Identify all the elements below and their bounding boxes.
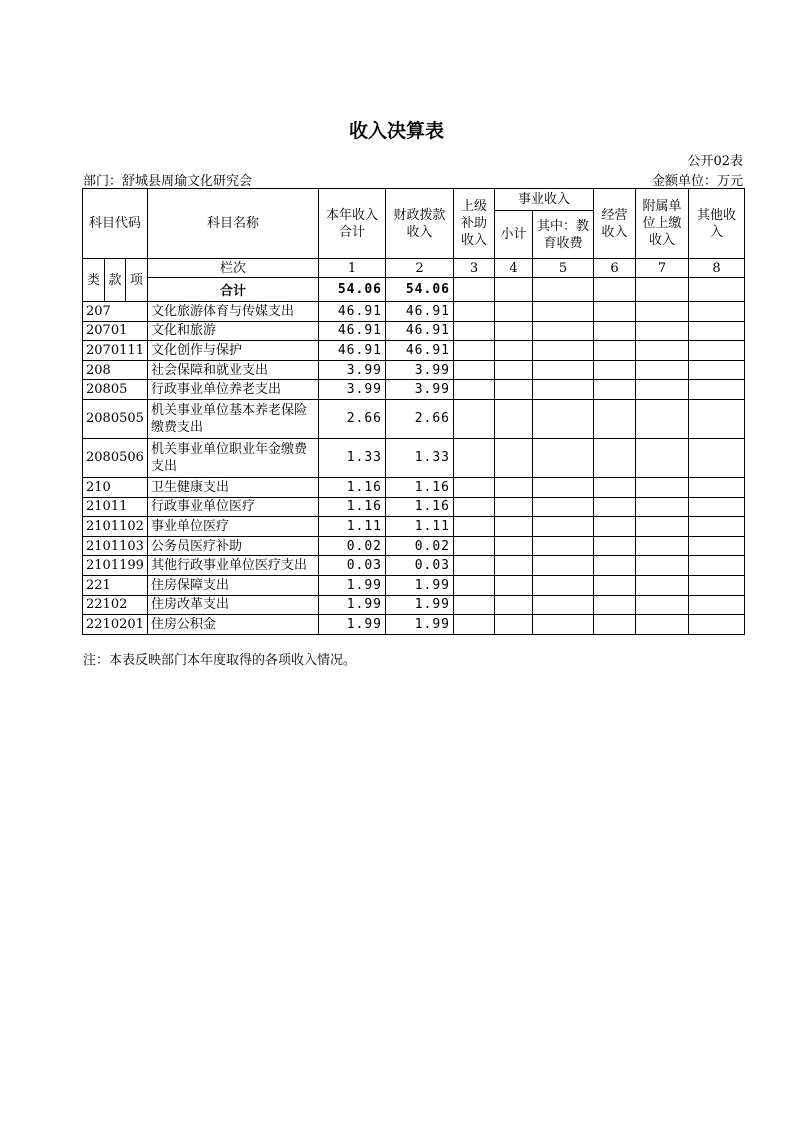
empty-cell xyxy=(533,380,594,400)
empty-cell xyxy=(689,278,745,302)
row-fiscal: 1.99 xyxy=(386,575,454,595)
total-label: 合计 xyxy=(148,278,319,302)
empty-cell xyxy=(594,536,636,556)
header-name: 科目名称 xyxy=(148,189,319,259)
empty-cell xyxy=(594,556,636,576)
row-fiscal: 1.16 xyxy=(386,497,454,517)
header-xiang: 项 xyxy=(126,259,148,302)
empty-cell xyxy=(636,360,689,380)
row-code: 2070111 xyxy=(83,341,148,361)
row-code: 221 xyxy=(83,575,148,595)
empty-cell xyxy=(636,536,689,556)
col-num: 5 xyxy=(533,259,594,278)
row-code: 208 xyxy=(83,360,148,380)
header-career: 事业收入 xyxy=(495,189,594,211)
row-name: 公务员医疗补助 xyxy=(148,536,319,556)
empty-cell xyxy=(454,438,495,477)
empty-cell xyxy=(636,517,689,537)
empty-cell xyxy=(594,321,636,341)
table-row xyxy=(83,399,745,438)
empty-cell xyxy=(495,477,533,497)
empty-cell xyxy=(454,615,495,635)
header-superior: 上级补助收入 xyxy=(454,189,495,259)
header-education: 其中：教育收费 xyxy=(533,211,594,259)
empty-cell xyxy=(594,438,636,477)
header-lei: 类 xyxy=(83,259,105,302)
empty-cell xyxy=(689,477,745,497)
col-num: 6 xyxy=(594,259,636,278)
empty-cell xyxy=(495,360,533,380)
total-income-value: 54.06 xyxy=(319,278,386,302)
col-num: 4 xyxy=(495,259,533,278)
empty-cell xyxy=(594,380,636,400)
empty-cell xyxy=(454,380,495,400)
empty-cell xyxy=(454,556,495,576)
empty-cell xyxy=(533,321,594,341)
table-row xyxy=(83,556,745,576)
empty-cell xyxy=(454,517,495,537)
row-total-income: 3.99 xyxy=(319,360,386,380)
row-name: 卫生健康支出 xyxy=(148,477,319,497)
amount-unit-label: 金额单位：万元 xyxy=(651,174,743,189)
empty-cell xyxy=(689,341,745,361)
income-table xyxy=(82,188,745,635)
header-kuan: 款 xyxy=(105,259,126,302)
empty-cell xyxy=(495,517,533,537)
row-fiscal: 1.99 xyxy=(386,595,454,615)
row-name: 行政事业单位养老支出 xyxy=(148,380,319,400)
row-code: 2101103 xyxy=(83,536,148,556)
empty-cell xyxy=(495,615,533,635)
row-total-income: 1.11 xyxy=(319,517,386,537)
total-fiscal-value: 54.06 xyxy=(386,278,454,302)
table-row xyxy=(83,321,745,341)
header-other: 其他收入 xyxy=(689,189,745,259)
department-label: 部门：舒城县周瑜文化研究会 xyxy=(83,174,253,189)
header-fiscal: 财政拨款收入 xyxy=(386,189,454,259)
empty-cell xyxy=(689,360,745,380)
row-total-income: 0.02 xyxy=(319,536,386,556)
empty-cell xyxy=(594,497,636,517)
empty-cell xyxy=(495,321,533,341)
table-row xyxy=(83,380,745,400)
row-name: 机关事业单位基本养老保险缴费支出 xyxy=(148,399,319,438)
empty-cell xyxy=(689,595,745,615)
empty-cell xyxy=(636,575,689,595)
row-code: 20805 xyxy=(83,380,148,400)
row-name: 文化和旅游 xyxy=(148,321,319,341)
empty-cell xyxy=(495,556,533,576)
empty-cell xyxy=(533,399,594,438)
empty-cell xyxy=(594,477,636,497)
row-code: 20701 xyxy=(83,321,148,341)
row-code: 2210201 xyxy=(83,615,148,635)
row-code: 2101102 xyxy=(83,517,148,537)
empty-cell xyxy=(594,399,636,438)
row-total-income: 3.99 xyxy=(319,380,386,400)
table-row xyxy=(83,438,745,477)
header-subtotal: 小计 xyxy=(495,211,533,259)
row-code: 2080506 xyxy=(83,438,148,477)
empty-cell xyxy=(495,380,533,400)
page-title: 收入决算表 xyxy=(348,120,444,142)
empty-cell xyxy=(495,575,533,595)
row-total-income: 2.66 xyxy=(319,399,386,438)
row-name: 社会保障和就业支出 xyxy=(148,360,319,380)
row-name: 文化创作与保护 xyxy=(148,341,319,361)
empty-cell xyxy=(689,556,745,576)
empty-cell xyxy=(533,477,594,497)
empty-cell xyxy=(636,341,689,361)
row-total-income: 1.99 xyxy=(319,595,386,615)
row-name: 住房改革支出 xyxy=(148,595,319,615)
empty-cell xyxy=(533,536,594,556)
empty-cell xyxy=(495,595,533,615)
empty-cell xyxy=(689,380,745,400)
empty-cell xyxy=(594,341,636,361)
table-row xyxy=(83,595,745,615)
table-row xyxy=(83,536,745,556)
header-total-income: 本年收入合计 xyxy=(319,189,386,259)
row-fiscal: 1.33 xyxy=(386,438,454,477)
table-row xyxy=(83,360,745,380)
empty-cell xyxy=(533,278,594,302)
row-name: 机关事业单位职业年金缴费支出 xyxy=(148,438,319,477)
row-fiscal: 46.91 xyxy=(386,341,454,361)
empty-cell xyxy=(594,595,636,615)
header-operating: 经营收入 xyxy=(594,189,636,259)
table-row xyxy=(83,517,745,537)
empty-cell xyxy=(689,615,745,635)
empty-cell xyxy=(636,595,689,615)
row-total-income: 1.16 xyxy=(319,477,386,497)
empty-cell xyxy=(689,575,745,595)
row-name: 住房公积金 xyxy=(148,615,319,635)
empty-cell xyxy=(454,341,495,361)
empty-cell xyxy=(533,360,594,380)
table-row xyxy=(83,575,745,595)
empty-cell xyxy=(495,341,533,361)
empty-cell xyxy=(454,536,495,556)
empty-cell xyxy=(689,399,745,438)
row-total-income: 46.91 xyxy=(319,341,386,361)
row-code: 207 xyxy=(83,302,148,322)
empty-cell xyxy=(454,595,495,615)
empty-cell xyxy=(594,575,636,595)
empty-cell xyxy=(495,438,533,477)
empty-cell xyxy=(454,497,495,517)
col-num: 1 xyxy=(319,259,386,278)
row-code: 2101199 xyxy=(83,556,148,576)
row-total-income: 0.03 xyxy=(319,556,386,576)
empty-cell xyxy=(454,321,495,341)
empty-cell xyxy=(689,536,745,556)
form-number: 公开02表 xyxy=(687,154,743,169)
row-total-income: 46.91 xyxy=(319,321,386,341)
row-fiscal: 0.02 xyxy=(386,536,454,556)
row-code: 22102 xyxy=(83,595,148,615)
empty-cell xyxy=(533,302,594,322)
empty-cell xyxy=(454,399,495,438)
empty-cell xyxy=(594,302,636,322)
empty-cell xyxy=(533,438,594,477)
row-fiscal: 46.91 xyxy=(386,302,454,322)
empty-cell xyxy=(689,517,745,537)
row-name: 住房保障支出 xyxy=(148,575,319,595)
empty-cell xyxy=(454,360,495,380)
header-code: 科目代码 xyxy=(83,189,148,259)
row-fiscal: 3.99 xyxy=(386,360,454,380)
table-row xyxy=(83,302,745,322)
empty-cell xyxy=(495,399,533,438)
empty-cell xyxy=(636,302,689,322)
row-total-income: 1.99 xyxy=(319,575,386,595)
row-fiscal: 46.91 xyxy=(386,321,454,341)
row-name: 文化旅游体育与传媒支出 xyxy=(148,302,319,322)
col-num: 3 xyxy=(454,259,495,278)
empty-cell xyxy=(495,278,533,302)
row-fiscal: 2.66 xyxy=(386,399,454,438)
row-fiscal: 0.03 xyxy=(386,556,454,576)
row-name: 行政事业单位医疗 xyxy=(148,497,319,517)
col-num: 2 xyxy=(386,259,454,278)
empty-cell xyxy=(636,278,689,302)
row-code: 21011 xyxy=(83,497,148,517)
table-row xyxy=(83,497,745,517)
col-num: 8 xyxy=(689,259,745,278)
empty-cell xyxy=(636,556,689,576)
empty-cell xyxy=(689,302,745,322)
empty-cell xyxy=(636,438,689,477)
empty-cell xyxy=(636,380,689,400)
empty-cell xyxy=(533,556,594,576)
empty-cell xyxy=(533,575,594,595)
empty-cell xyxy=(636,497,689,517)
empty-cell xyxy=(533,341,594,361)
table-row xyxy=(83,477,745,497)
empty-cell xyxy=(533,615,594,635)
empty-cell xyxy=(689,497,745,517)
table-row xyxy=(83,341,745,361)
row-total-income: 46.91 xyxy=(319,302,386,322)
empty-cell xyxy=(594,517,636,537)
empty-cell xyxy=(495,497,533,517)
empty-cell xyxy=(594,360,636,380)
empty-cell xyxy=(636,321,689,341)
empty-cell xyxy=(533,517,594,537)
empty-cell xyxy=(594,278,636,302)
row-fiscal: 1.16 xyxy=(386,477,454,497)
empty-cell xyxy=(594,615,636,635)
empty-cell xyxy=(495,536,533,556)
empty-cell xyxy=(636,615,689,635)
row-code: 210 xyxy=(83,477,148,497)
row-name: 事业单位医疗 xyxy=(148,517,319,537)
header-affiliated: 附属单位上缴收入 xyxy=(636,189,689,259)
table-row xyxy=(83,615,745,635)
empty-cell xyxy=(454,278,495,302)
row-total-income: 1.16 xyxy=(319,497,386,517)
empty-cell xyxy=(689,438,745,477)
empty-cell xyxy=(636,399,689,438)
empty-cell xyxy=(533,595,594,615)
row-total-income: 1.99 xyxy=(319,615,386,635)
empty-cell xyxy=(454,477,495,497)
empty-cell xyxy=(689,321,745,341)
empty-cell xyxy=(454,575,495,595)
header-lanci: 栏次 xyxy=(148,259,319,278)
row-name: 其他行政事业单位医疗支出 xyxy=(148,556,319,576)
row-fiscal: 1.11 xyxy=(386,517,454,537)
col-num: 7 xyxy=(636,259,689,278)
table-note: 注：本表反映部门本年度取得的各项收入情况。 xyxy=(83,653,357,668)
row-fiscal: 1.99 xyxy=(386,615,454,635)
empty-cell xyxy=(454,302,495,322)
empty-cell xyxy=(533,497,594,517)
row-fiscal: 3.99 xyxy=(386,380,454,400)
empty-cell xyxy=(495,302,533,322)
row-code: 2080505 xyxy=(83,399,148,438)
empty-cell xyxy=(636,477,689,497)
row-total-income: 1.33 xyxy=(319,438,386,477)
